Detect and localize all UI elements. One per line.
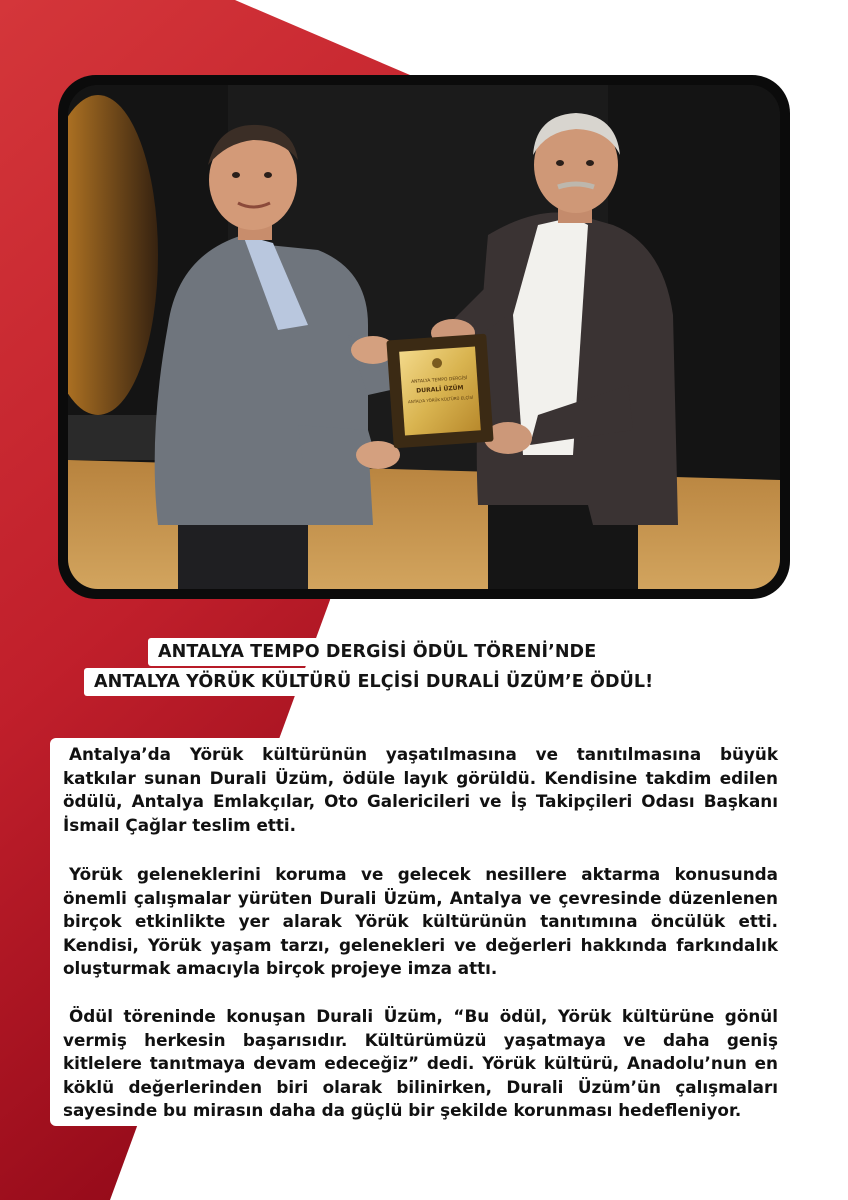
article-paragraph-1: Antalya’da Yörük kültürünün yaşatılmasına ve tanıtılmasına büyük katkılar sunan Durali Üzüm, ödüle layık görüldü. Kendisine takdim edilen ödülü, Antalya Emlakçılar, Oto Galericileri ve İş Takipçileri Odası Başkanı İsmail Çağlar teslim etti. <box>63 744 778 835</box>
headline-line-1: ANTALYA TEMPO DERGİSİ ÖDÜL TÖRENİ’NDE <box>148 638 606 666</box>
headline-line-2: ANTALYA YÖRÜK KÜLTÜRÜ ELÇİSİ DURALİ ÜZÜM’E ÖDÜL! <box>84 668 663 696</box>
plaque-line1: ANTALYA TEMPO DERGİSİ <box>410 376 468 385</box>
article-paragraph-3: Ödül töreninde konuşan Durali Üzüm, “Bu ödül, Yörük kültürüne gönül vermiş herkesin başarısıdır. Kültürümüzü yaşatmaya ve daha geniş kitlelere tanıtmaya devam edeceğiz” dedi. Yörük kültürü, Anadolu’nun en köklü değerlerinden biri olarak bilinirken, Durali Üzüm’ün çalışmaları sayesinde bu mirasın daha da güçlü bir şekilde korunması hedefleniyor. <box>63 1006 778 1121</box>
award-plaque <box>386 334 493 449</box>
article-body <box>50 738 787 1126</box>
article-paragraph-2: Yörük geleneklerini koruma ve gelecek nesillere aktarma konusunda önemli çalışmalar yürüten Durali Üzüm, Antalya ve çevresinde düzenlenen birçok etkinlikte yer alarak Yörük kültürünün tanıtımına öncülük etti. Kendisi, Yörük yaşam tarzı, gelenekleri ve değerleri hakkında farkındalık oluşturmak amacıyla birçok projeye imza attı. <box>63 864 778 979</box>
award-ceremony-photo <box>68 85 780 589</box>
photo-frame <box>58 75 790 599</box>
plaque-line2: DURALİ ÜZÜM <box>416 384 464 395</box>
plaque-line3: ANTALYA YÖRÜK KÜLTÜRÜ ELÇİSİ <box>407 394 474 405</box>
